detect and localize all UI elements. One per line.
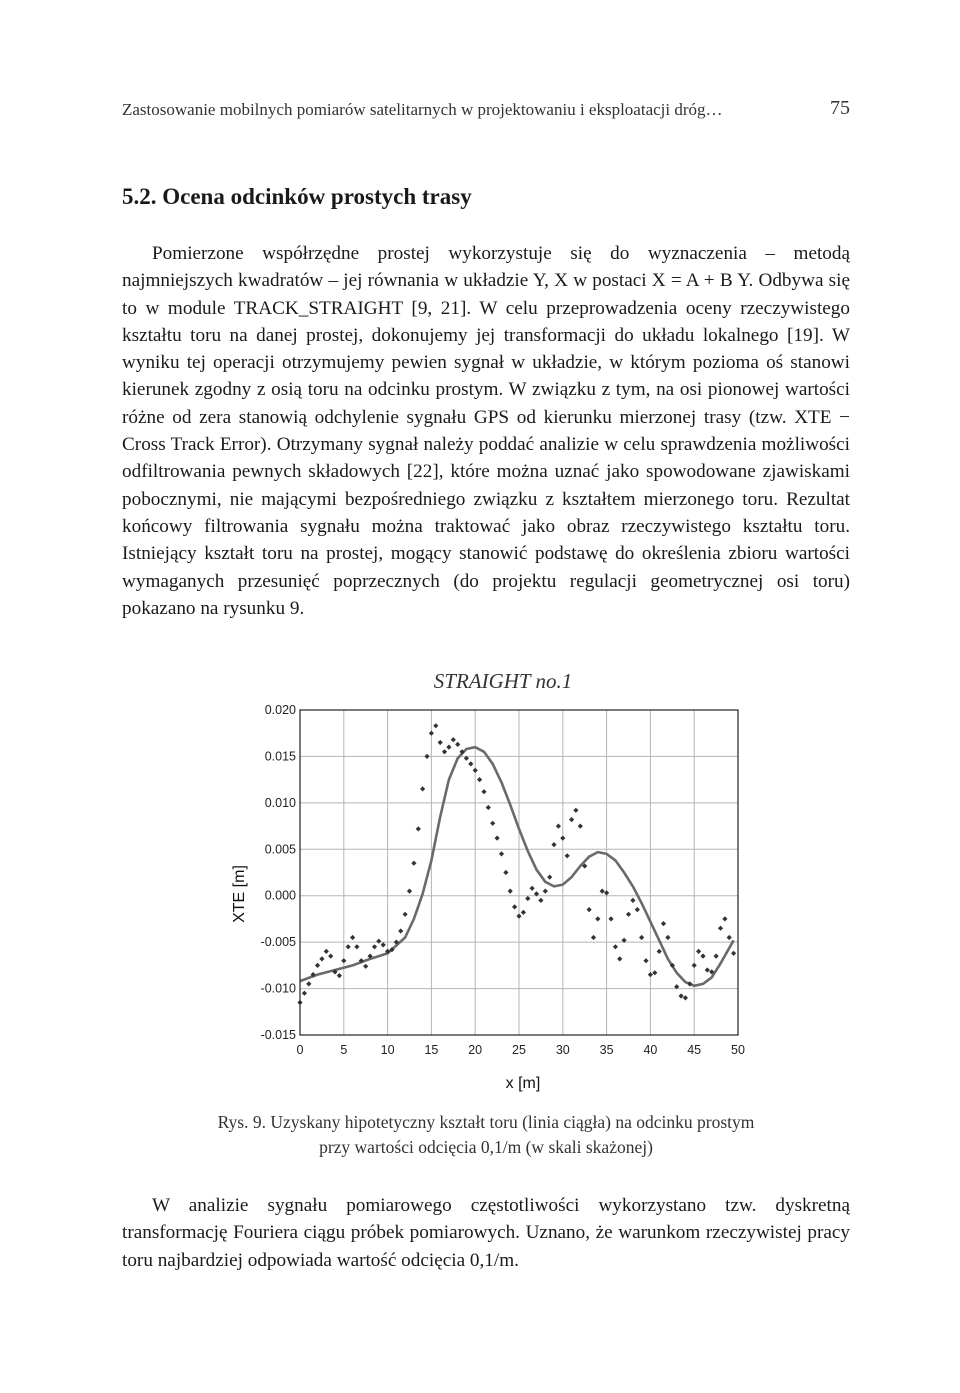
x-tick-label: 35 xyxy=(599,1043,614,1057)
y-tick-label: 0.020 xyxy=(264,703,296,717)
data-point-measured xyxy=(551,842,556,847)
data-point-measured xyxy=(630,898,635,903)
series-line-filtered xyxy=(300,747,734,986)
data-point-measured xyxy=(403,912,408,917)
x-tick-label: 40 xyxy=(643,1043,658,1057)
data-point-measured xyxy=(556,824,561,829)
data-point-measured xyxy=(302,991,307,996)
data-point-measured xyxy=(604,890,609,895)
data-point-measured xyxy=(696,949,701,954)
data-point-measured xyxy=(341,958,346,963)
x-axis-label: x [m] xyxy=(505,1075,541,1092)
data-point-measured xyxy=(700,954,705,959)
data-point-measured xyxy=(346,944,351,949)
chart-series xyxy=(297,723,736,1005)
chart-title: STRAIGHT no.1 xyxy=(433,669,573,693)
data-point-measured xyxy=(613,944,618,949)
chart-grid xyxy=(300,710,738,1035)
data-point-measured xyxy=(560,836,565,841)
data-point-measured xyxy=(381,942,386,947)
data-point-measured xyxy=(350,935,355,940)
data-point-measured xyxy=(652,970,657,975)
data-point-measured xyxy=(661,921,666,926)
data-point-measured xyxy=(398,928,403,933)
data-point-measured xyxy=(547,875,552,880)
x-tick-label: 45 xyxy=(687,1043,702,1057)
data-point-measured xyxy=(337,973,342,978)
data-point-measured xyxy=(731,951,736,956)
data-point-measured xyxy=(486,805,491,810)
paragraph-2: W analizie sygnału pomiarowego częstotliwości wykorzystano tzw. dyskretną transformację Fouriera ciągu próbek pomiarowych. Uznano, że warunkom rzeczywistej pracy toru najbardziej odpowiada wartość odcięcia 0,1/m. xyxy=(122,1195,850,1271)
data-point-measured xyxy=(521,910,526,915)
data-point-measured xyxy=(429,731,434,736)
data-point-measured xyxy=(635,907,640,912)
y-tick-label: -0.010 xyxy=(260,981,296,996)
data-point-measured xyxy=(727,935,732,940)
data-point-measured xyxy=(626,912,631,917)
x-tick-label: 20 xyxy=(468,1043,483,1057)
data-point-measured xyxy=(600,889,605,894)
paragraph-1: Pomierzone współrzędne prostej wykorzystuje się do wyznaczenia – metodą najmniejszych kwadratów – jej równania w układzie Y, X w postaci X = A + B Y. Odbywa się to w module TRACK_STRAIGHT [9, 21]. W celu przeprowadzenia oceny rzeczywistego kształtu toru na danej prostej, dokonujemy jej transformacji do układu lokalnego [19]. W wyniku tej operacji otrzymujemy pewien sygnał w układzie, w którym pozioma oś stanowi kierunek zgodny z osią toru na odcinku prostym. W związku z tym, na osi pionowej wartości różne od zera stanowią odchylenie sygnału GPS od kierunku mierzonej trasy (tzw. XTE − Cross Track Error). Otrzymany sygnał należy poddać analizie w celu sprawdzenia możliwości odfiltrowania pewnych składowych [22], które można uznać jako spowodowane zjawiskami pobocznymi, nie mającymi bezpośredniego związku z kształtem mierzonego toru. Rezultat końcowy filtrowania sygnału można traktować jako obraz rzeczywistego kształtu toru. Istniejący kształt toru na prostej, mogący stanowić podstawę do określenia zbioru wartości wymaganych przesunięć poprzecznych (do projektu regulacji geometrycznej osi toru) pokazano na rysunku 9. xyxy=(122,243,850,619)
data-point-measured xyxy=(508,889,513,894)
data-point-measured xyxy=(363,964,368,969)
data-point-measured xyxy=(718,926,723,931)
y-tick-label: 0.005 xyxy=(264,842,296,857)
data-point-measured xyxy=(372,944,377,949)
data-point-measured xyxy=(455,742,460,747)
data-point-measured xyxy=(354,944,359,949)
data-point-measured xyxy=(591,935,596,940)
x-tick-label: 25 xyxy=(512,1043,526,1057)
x-tick-label: 50 xyxy=(731,1043,745,1057)
data-point-measured xyxy=(692,963,697,968)
data-point-measured xyxy=(315,963,320,968)
data-point-measured xyxy=(411,861,416,866)
data-point-measured xyxy=(525,896,530,901)
data-point-measured xyxy=(565,853,570,858)
data-point-measured xyxy=(319,956,324,961)
data-point-measured xyxy=(538,898,543,903)
data-point-measured xyxy=(490,821,495,826)
data-point-measured xyxy=(608,916,613,921)
data-point-measured xyxy=(420,786,425,791)
y-tick-label: 0.000 xyxy=(264,888,296,903)
data-point-measured xyxy=(438,740,443,745)
data-point-measured xyxy=(573,808,578,813)
data-point-measured xyxy=(617,956,622,961)
data-point-measured xyxy=(503,870,508,875)
y-axis-label: XTE [m] xyxy=(231,865,248,923)
data-point-measured xyxy=(416,826,421,831)
x-tick-label: 5 xyxy=(340,1043,348,1057)
data-point-measured xyxy=(499,851,504,856)
data-point-measured xyxy=(407,889,412,894)
data-point-measured xyxy=(324,949,329,954)
data-point-measured xyxy=(446,745,451,750)
data-point-measured xyxy=(705,967,710,972)
caption-line-2: przy wartości odcięcia 0,1/m (w skali skażonej) xyxy=(319,1137,653,1157)
y-tick-label: -0.015 xyxy=(260,1028,296,1042)
data-point-measured xyxy=(512,904,517,909)
y-tick-label: -0.005 xyxy=(260,935,296,950)
data-point-measured xyxy=(516,914,521,919)
data-point-measured xyxy=(442,749,447,754)
data-point-measured xyxy=(578,824,583,829)
section-heading: 5.2. Ocena odcinków prostych trasy xyxy=(122,184,472,209)
data-point-measured xyxy=(495,836,500,841)
data-point-measured xyxy=(451,737,456,742)
data-point-measured xyxy=(595,916,600,921)
data-point-measured xyxy=(468,761,473,766)
x-tick-label: 0 xyxy=(296,1043,304,1057)
data-point-measured xyxy=(665,935,670,940)
y-tick-label: 0.015 xyxy=(264,749,296,764)
data-point-measured xyxy=(569,817,574,822)
data-point-measured xyxy=(530,886,535,891)
data-point-measured xyxy=(714,954,719,959)
data-point-measured xyxy=(481,789,486,794)
data-point-measured xyxy=(424,754,429,759)
data-point-measured xyxy=(376,939,381,944)
data-point-measured xyxy=(543,889,548,894)
data-point-measured xyxy=(587,907,592,912)
data-point-measured xyxy=(722,916,727,921)
data-point-measured xyxy=(477,777,482,782)
running-title: Zastosowanie mobilnych pomiarów satelitarnych w projektowaniu i eksploatacji dróg… xyxy=(122,100,723,119)
data-point-measured xyxy=(473,768,478,773)
x-tick-label: 15 xyxy=(424,1043,439,1057)
x-axis-ticks xyxy=(297,1043,745,1057)
y-axis-ticks xyxy=(261,703,297,1042)
x-tick-label: 30 xyxy=(555,1043,570,1057)
x-tick-label: 10 xyxy=(380,1043,395,1057)
chart-svg xyxy=(215,664,755,1104)
y-tick-label: 0.010 xyxy=(264,795,296,810)
figure-chart xyxy=(215,664,755,1104)
data-point-measured xyxy=(328,954,333,959)
data-point-measured xyxy=(643,958,648,963)
figure-caption xyxy=(122,1110,850,1160)
data-point-measured xyxy=(639,935,644,940)
data-point-measured xyxy=(306,981,311,986)
data-point-measured xyxy=(433,723,438,728)
data-point-measured xyxy=(657,949,662,954)
caption-line-1: Rys. 9. Uzyskany hipotetyczny kształt toru (linia ciągła) na odcinku prostym xyxy=(217,1112,755,1132)
page-number: 75 xyxy=(830,97,850,119)
running-header xyxy=(122,97,850,125)
